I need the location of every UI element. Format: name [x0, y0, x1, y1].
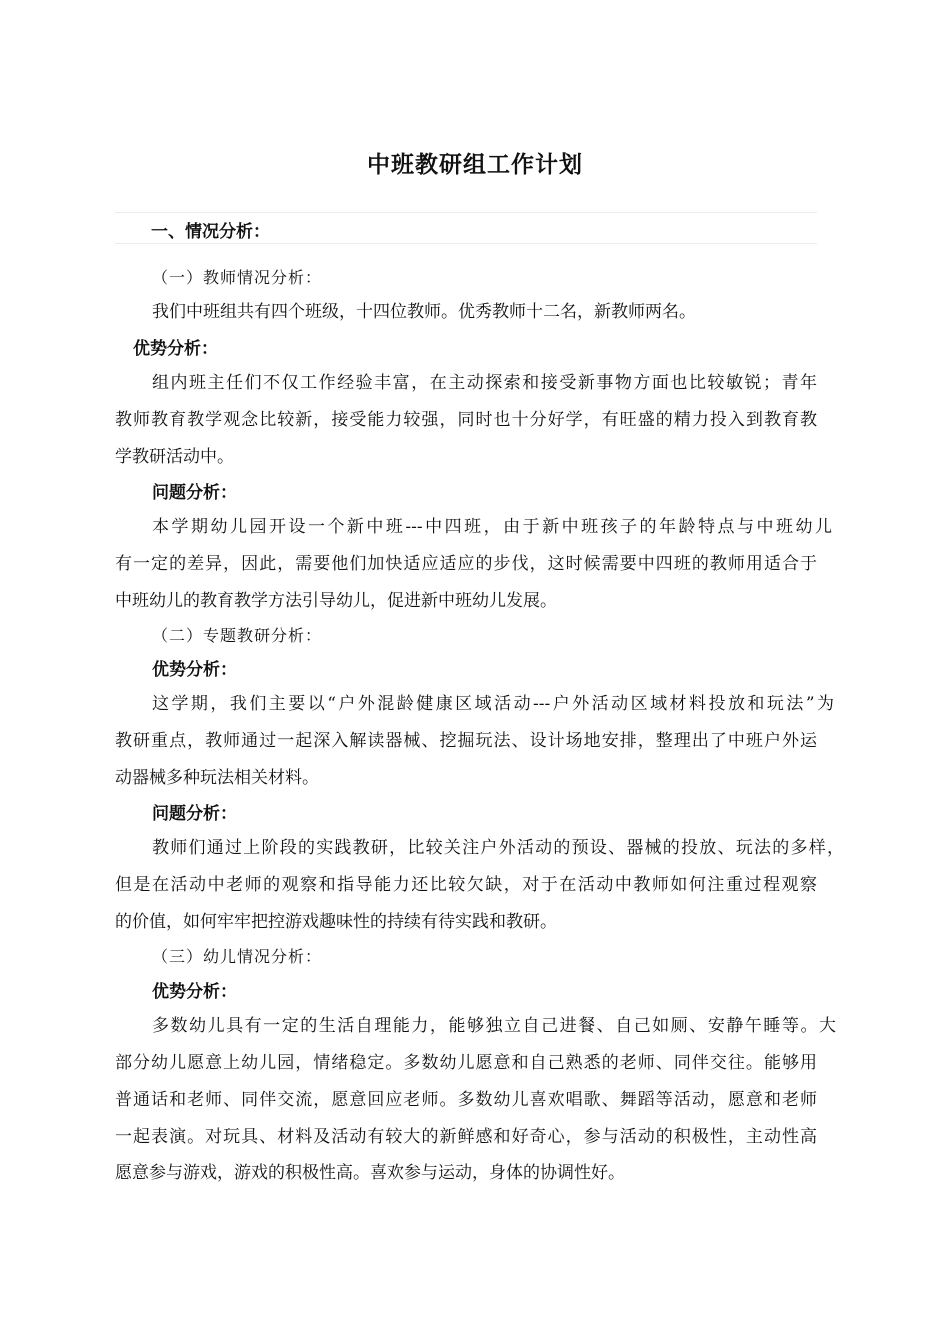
teacher-intro: 我们中班组共有四个班级，十四位教师。优秀教师十二名，新教师两名。 [152, 302, 696, 322]
research-problem-label: 问题分析： [152, 804, 237, 824]
section-heading: 一、情况分析： [151, 222, 270, 242]
children-advantage-line: 多数幼儿具有一定的生活自理能力，能够独立自己进餐、自己如厕、安静午睡等。大 [152, 1016, 836, 1036]
children-analysis-heading: （三）幼儿情况分析： [152, 947, 323, 966]
teacher-advantage-line: 组内班主任们不仅工作经验丰富，在主动探索和接受新事物方面也比较敏锐；青年 [152, 373, 817, 393]
teacher-problem-line: 中班幼儿的教育教学方法引导幼儿，促进新中班幼儿发展。 [115, 591, 557, 611]
children-advantage-label: 优势分析： [152, 982, 237, 1002]
children-advantage-line: 部分幼儿愿意上幼儿园，情绪稳定。多数幼儿愿意和自己熟悉的老师、同伴交往。能够用 [115, 1053, 817, 1073]
children-advantage-line: 普通话和老师、同伴交流，愿意回应老师。多数幼儿喜欢唱歌、舞蹈等活动，愿意和老师 [115, 1090, 817, 1110]
page-title: 中班教研组工作计划 [367, 152, 583, 178]
teacher-advantage-line: 教师教育教学观念比较新，接受能力较强，同时也十分好学，有旺盛的精力投入到教育教 [115, 410, 817, 430]
teacher-problem-label: 问题分析： [152, 483, 237, 503]
research-analysis-heading: （二）专题教研分析： [152, 626, 323, 645]
research-problem-line: 但是在活动中老师的观察和指导能力还比较欠缺，对于在活动中教师如何注重过程观察 [115, 875, 817, 895]
children-advantage-line: 一起表演。对玩具、材料及活动有较大的新鲜感和好奇心，参与活动的积极性，主动性高 [115, 1127, 817, 1147]
teacher-problem-line: 有一定的差异，因此，需要他们加快适应适应的步伐，这时候需要中四班的教师用适合于 [115, 554, 817, 574]
children-advantage-line: 愿意参与游戏，游戏的积极性高。喜欢参与运动，身体的协调性好。 [115, 1163, 625, 1183]
research-problem-line: 的价值，如何牢牢把控游戏趣味性的持续有待实践和教研。 [115, 912, 557, 932]
teacher-advantage-line: 学教研活动中。 [115, 447, 234, 467]
research-advantage-line: 动器械多种玩法相关材料。 [115, 768, 319, 788]
research-advantage-label: 优势分析： [152, 660, 237, 680]
research-advantage-line: 教研重点，教师通过一起深入解读器械、挖掘玩法、设计场地安排，整理出了中班户外运 [115, 731, 817, 751]
teacher-advantage-label: 优势分析： [133, 339, 218, 359]
research-problem-line: 教师们通过上阶段的实践教研，比较关注户外活动的预设、器械的投放、玩法的多样， [152, 838, 844, 858]
teacher-problem-line: 本学期幼儿园开设一个新中班---中四班，由于新中班孩子的年龄特点与中班幼儿 [152, 517, 832, 537]
section-heading-box [115, 212, 817, 244]
teacher-analysis-heading: （一）教师情况分析： [152, 268, 323, 287]
research-advantage-line: 这学期，我们主要以“户外混龄健康区域活动---户外活动区域材料投放和玩法”为 [152, 694, 834, 714]
